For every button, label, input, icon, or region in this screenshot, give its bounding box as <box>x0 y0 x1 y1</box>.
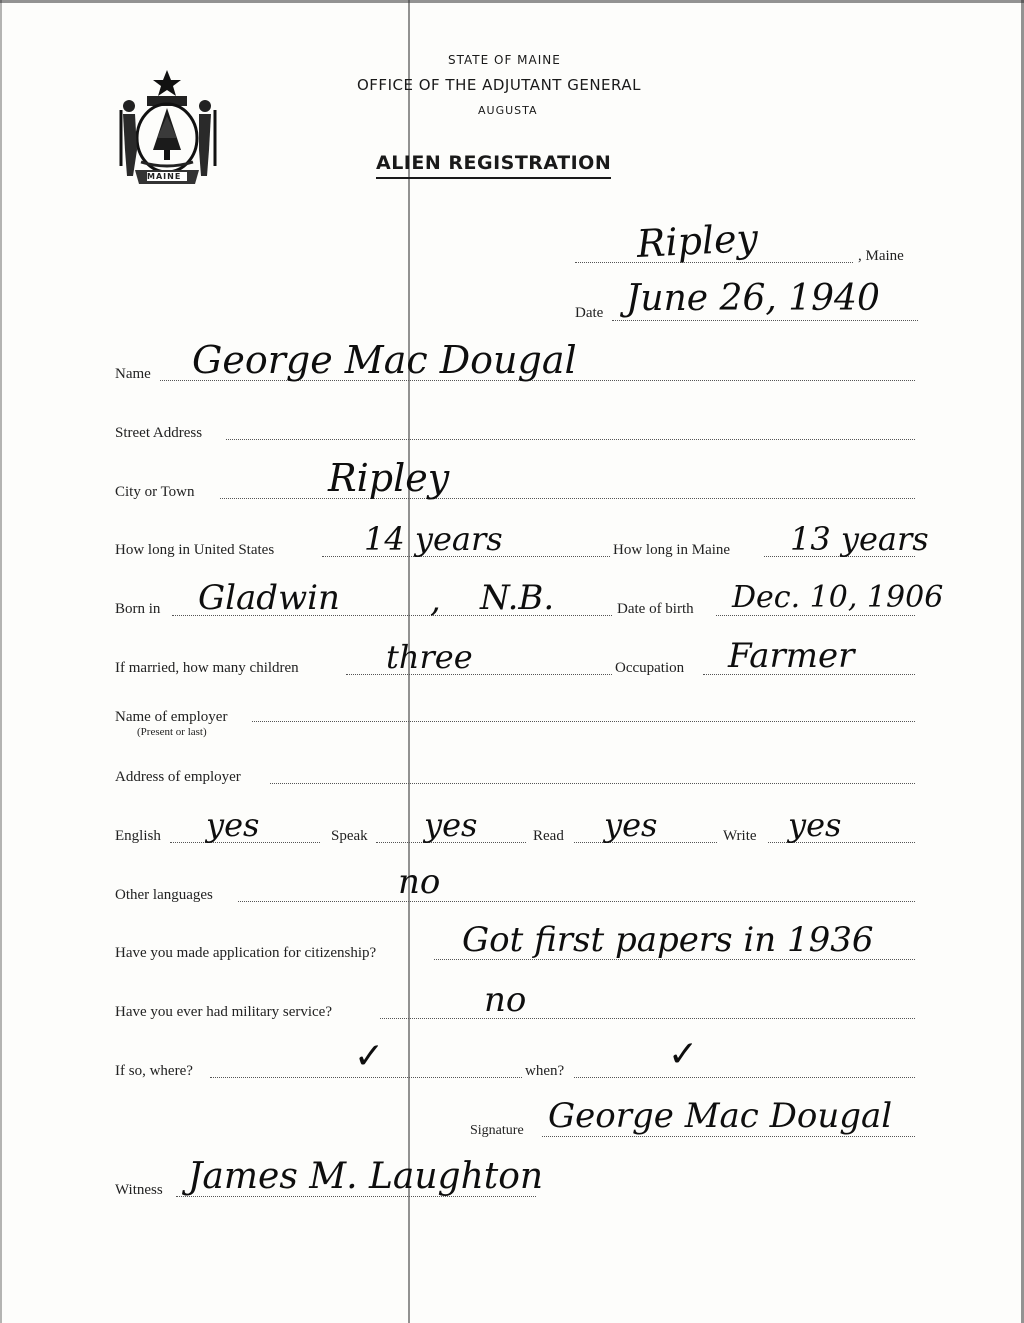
date-line <box>612 320 918 321</box>
occupation-label: Occupation <box>615 660 685 676</box>
military-value: no <box>484 980 527 1020</box>
married-children-label: If married, how many children <box>115 660 299 676</box>
if-so-where-label: If so, where? <box>115 1063 193 1079</box>
read-label: Read <box>533 828 564 844</box>
where-check-mark: ✓ <box>354 1036 385 1077</box>
born-in-province-value: N.B. <box>480 578 555 618</box>
office-heading: OFFICE OF THE ADJUTANT GENERAL <box>357 76 641 94</box>
signature-label: Signature <box>470 1123 524 1138</box>
write-label: Write <box>723 828 757 844</box>
children-value: three <box>386 638 473 676</box>
occupation-value: Farmer <box>728 636 855 676</box>
signature-value: George Mac Dougal <box>548 1096 893 1136</box>
witness-label: Witness <box>115 1182 163 1198</box>
how-long-maine-value: 13 years <box>790 520 929 558</box>
born-in-place-value: Gladwin <box>198 578 340 618</box>
read-value: yes <box>604 806 658 844</box>
maine-suffix-label: , Maine <box>858 248 904 264</box>
if-so-where-line <box>210 1077 522 1078</box>
citizenship-label: Have you made application for citizenship? <box>115 945 377 961</box>
english-value: yes <box>206 806 260 844</box>
how-long-maine-label: How long in Maine <box>613 542 731 558</box>
state-heading: STATE OF MAINE <box>448 53 561 67</box>
born-in-label: Born in <box>115 601 161 617</box>
witness-value: James M. Laughton <box>188 1156 544 1197</box>
name-of-employer-label: Name of employer <box>115 709 228 725</box>
address-of-employer-line <box>270 783 915 784</box>
date-label: Date <box>575 305 604 321</box>
street-address-line <box>226 439 915 440</box>
how-long-us-value: 14 years <box>364 520 503 558</box>
address-of-employer-label: Address of employer <box>115 769 241 785</box>
name-of-employer-line <box>252 721 915 722</box>
scan-edge-left <box>0 0 2 1323</box>
form-title: ALIEN REGISTRATION <box>376 152 611 179</box>
military-line <box>380 1018 915 1019</box>
seal-banner-text: MAINE <box>147 172 182 181</box>
speak-value: yes <box>424 806 478 844</box>
other-languages-value: no <box>398 862 441 902</box>
when-line <box>574 1077 915 1078</box>
street-address-label: Street Address <box>115 425 203 441</box>
city-or-town-value: Ripley <box>328 456 450 500</box>
born-in-comma: , <box>430 580 441 620</box>
signature-line <box>542 1136 915 1137</box>
name-label: Name <box>115 366 151 382</box>
date-of-birth-value: Dec. 10, 1906 <box>732 580 944 615</box>
scan-edge-top <box>0 0 1024 3</box>
maine-state-seal-icon <box>113 66 221 188</box>
when-check-mark: ✓ <box>668 1034 699 1075</box>
name-value: George Mac Dougal <box>192 338 577 382</box>
town-value: Ripley <box>635 215 760 266</box>
town-line <box>575 262 853 263</box>
how-long-us-label: How long in United States <box>115 542 275 558</box>
write-value: yes <box>788 806 842 844</box>
other-languages-line <box>238 901 915 902</box>
speak-label: Speak <box>331 828 368 844</box>
city-or-town-line <box>220 498 915 499</box>
present-or-last-note: (Present or last) <box>137 726 207 738</box>
military-label: Have you ever had military service? <box>115 1004 332 1020</box>
date-value: June 26, 1940 <box>626 278 880 319</box>
english-label: English <box>115 828 161 844</box>
when-label: when? <box>525 1063 565 1079</box>
date-of-birth-line <box>716 615 915 616</box>
date-of-birth-label: Date of birth <box>617 601 694 617</box>
city-heading: AUGUSTA <box>478 104 538 117</box>
city-or-town-label: City or Town <box>115 484 195 500</box>
citizenship-value: Got first papers in 1936 <box>462 920 874 960</box>
other-languages-label: Other languages <box>115 887 213 903</box>
